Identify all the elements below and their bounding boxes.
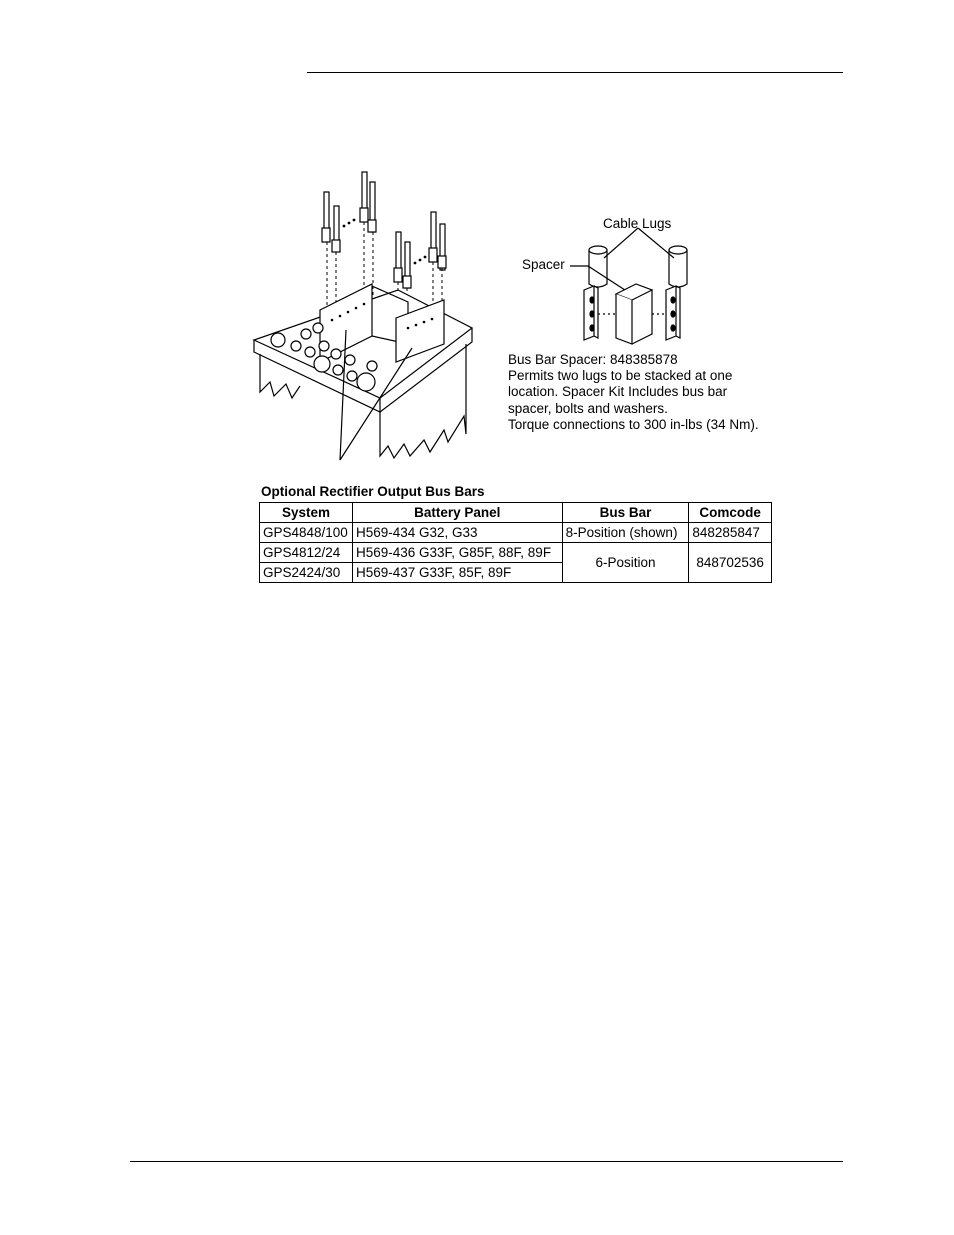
cell-comcode: 848285847 bbox=[689, 523, 772, 543]
cable-lug-icon bbox=[589, 246, 607, 287]
table-row bbox=[260, 543, 772, 563]
stud-icon bbox=[322, 192, 340, 252]
cell-bus-bar: 8-Position (shown) bbox=[562, 523, 689, 543]
cell-system: GPS4848/100 bbox=[260, 523, 353, 543]
table-header-row bbox=[260, 503, 772, 523]
header-rule bbox=[307, 72, 843, 73]
cell-system: GPS2424/30 bbox=[260, 563, 353, 583]
bus-bar-assembly-illustration bbox=[248, 168, 478, 478]
cell-battery-panel: H569-434 G32, G33 bbox=[352, 523, 562, 543]
spacer-note-line: Torque connections to 300 in-lbs (34 Nm). bbox=[508, 416, 759, 432]
cell-battery-panel: H569-437 G33F, 85F, 89F bbox=[352, 563, 562, 583]
cable-lugs-label: Cable Lugs bbox=[603, 216, 672, 231]
spacer-block-icon bbox=[616, 284, 652, 344]
column-header-comcode: Comcode bbox=[689, 503, 772, 523]
footer-rule bbox=[130, 1161, 843, 1162]
stud-icon bbox=[394, 232, 411, 288]
spacer-note-line: Bus Bar Spacer: 848385878 bbox=[508, 352, 678, 367]
table-row bbox=[260, 523, 772, 543]
spacer-note-line: spacer, bolts and washers. bbox=[508, 400, 668, 416]
bus-bar-icon bbox=[584, 286, 598, 340]
column-header-bus-bar: Bus Bar bbox=[562, 503, 689, 523]
cell-system: GPS4812/24 bbox=[260, 543, 353, 563]
bus-bar-icon bbox=[666, 286, 680, 340]
spacer-detail-illustration bbox=[518, 214, 728, 354]
cell-battery-panel: H569-436 G33F, G85F, 88F, 89F bbox=[352, 543, 562, 563]
table-title: Optional Rectifier Output Bus Bars bbox=[261, 484, 485, 499]
spacer-note bbox=[508, 352, 759, 433]
spacer-note-line: location. Spacer Kit Includes bus bar bbox=[508, 384, 728, 400]
cable-lug-icon bbox=[669, 246, 687, 287]
stud-icon bbox=[360, 172, 376, 232]
bus-bar-table bbox=[259, 502, 772, 583]
stud-icon bbox=[429, 212, 446, 270]
cell-comcode: 848702536 bbox=[689, 543, 772, 583]
spacer-label: Spacer bbox=[522, 257, 565, 272]
column-header-system: System bbox=[260, 503, 353, 523]
spacer-note-line: Permits two lugs to be stacked at one bbox=[508, 368, 733, 384]
column-header-battery-panel: Battery Panel bbox=[352, 503, 562, 523]
cell-bus-bar: 6-Position bbox=[562, 543, 689, 583]
